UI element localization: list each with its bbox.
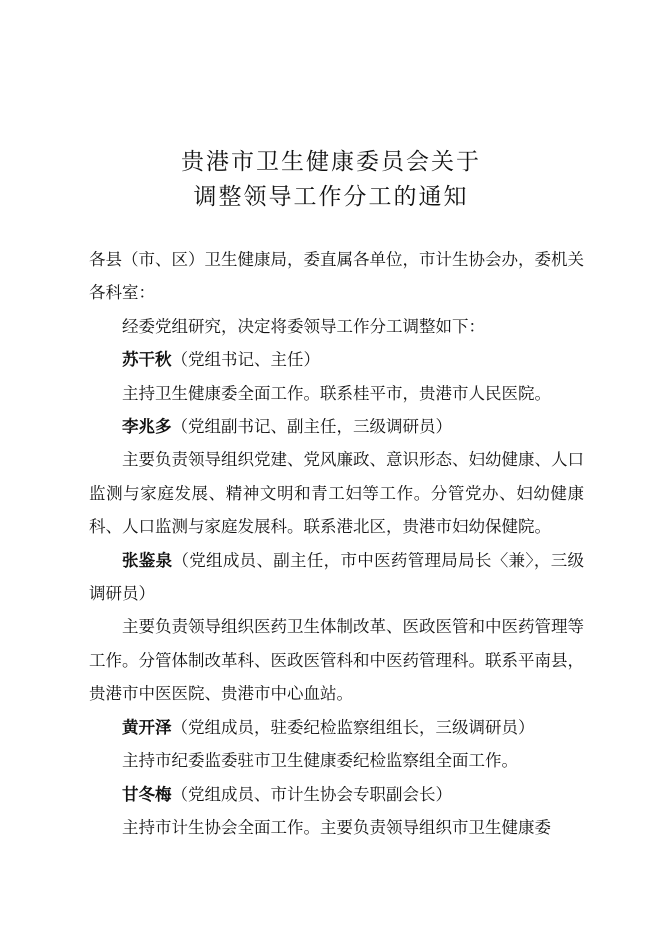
leader-name-4: 黄开泽 <box>122 717 172 737</box>
leader-role-1: （党组书记、主任） <box>171 350 320 370</box>
document-body <box>89 243 584 844</box>
leader-duties-5: 主持市计生协会全面工作。主要负责领导组织市卫生健康委 <box>122 817 551 837</box>
leader-name-3: 张鉴泉 <box>122 550 173 570</box>
leader-heading-5 <box>89 778 584 811</box>
leader-heading-4 <box>89 711 584 744</box>
leader-name-5: 甘冬梅 <box>122 784 172 804</box>
leader-role-2: （党组副书记、副主任，三级调研员） <box>171 417 452 437</box>
leader-duties-3: 主要负责领导组织医药卫生体制改革、医政医管和中医药管理等工作。分管体制改革科、医政医管科和中医药管理科。联系平南县，贵港市中医医院、贵港市中心血站。 <box>89 617 584 704</box>
leader-heading-2 <box>89 410 584 443</box>
leader-role-4: （党组成员，驻委纪检监察组组长，三级调研员） <box>171 717 535 737</box>
leader-name-2: 李兆多 <box>122 417 172 437</box>
addressee: 各县（市、区）卫生健康局，委直属各单位，市计生协会办，委机关各科室： <box>89 250 584 303</box>
leader-duties-4: 主持市纪委监委驻市卫生健康委纪检监察组全面工作。 <box>122 751 518 771</box>
intro-paragraph: 经委党组研究，决定将委领导工作分工调整如下： <box>122 316 485 336</box>
leader-name-1: 苏干秋 <box>122 350 172 370</box>
leader-role-5: （党组成员、市计生协会专职副会长） <box>171 784 452 804</box>
leader-heading-1 <box>89 343 584 376</box>
document-title-line-2: 调整领导工作分工的通知 <box>193 184 469 210</box>
leader-role-3: （党组成员、副主任，市中医药管理局局长〈兼〉，三级调研员） <box>89 550 585 604</box>
leader-duties-2: 主要负责领导组织党建、党风廉政、意识形态、妇幼健康、人口监测与家庭发展、精神文明和青工妇等工作。分管党办、妇幼健康科、人口监测与家庭发展科。联系港北区，贵港市妇幼保健院。 <box>89 450 584 537</box>
leader-duties-1: 主持卫生健康委全面工作。联系桂平市，贵港市人民医院。 <box>122 383 551 403</box>
document-title-line-1: 贵港市卫生健康委员会关于 <box>181 149 481 175</box>
leader-heading-3 <box>89 544 584 611</box>
